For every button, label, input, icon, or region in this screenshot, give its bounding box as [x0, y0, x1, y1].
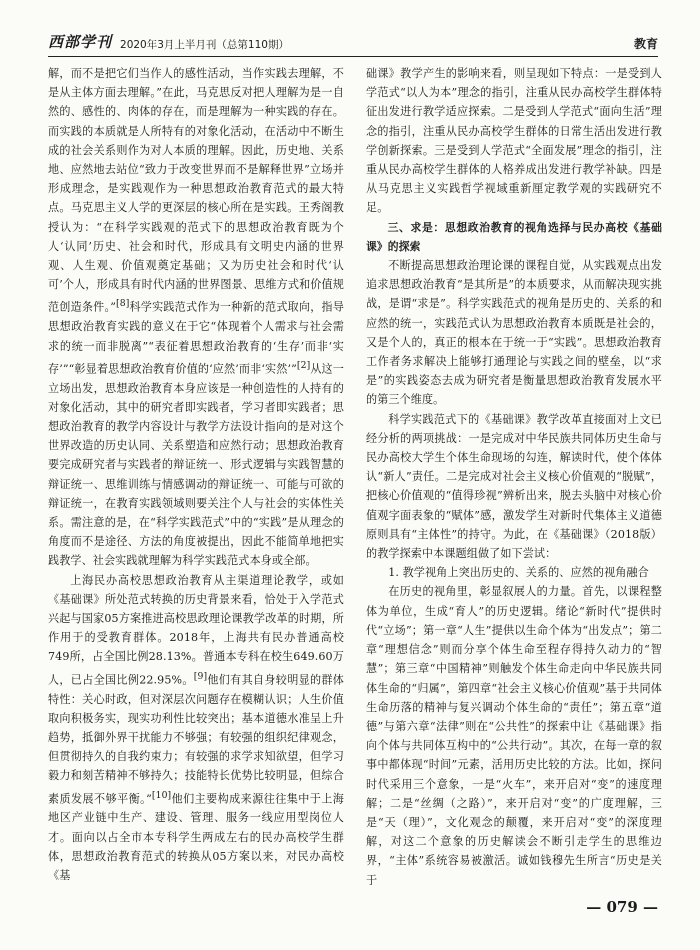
- paragraph-text: 科学实践范式作为一种新的范式取向，指导思想政治教育实践的意义在于它“体现着个人需求与社会需求的统一而非脱离”“表征着思想政治教育的‘生存’而非‘实存’”“彰显着思想政治教育价值的‘应然’而非‘实然’”: [48, 301, 345, 376]
- article-body: [48, 64, 662, 887]
- journal-logo: 西部学刊: [48, 33, 113, 51]
- paragraph-text: 从这一立场出发，思想政治教育本身应该是一种创造性的人持有的对象化活动，其中的研究者即实践者，学习者即实践者；思想政治教育的教学内容设计与教学方法设计指向的是对这个世界改造的历史认同、关系塑造和应然行动；思想政治教育要完成研究者与实践者的辩证统一、形式逻辑与实践智慧的辩证统一、思维训练与情感调动的辩证统一、可能与可欲的辩证统一，在教育实践领域则要关注个人与社会的实体性关系。需注意的是，在“科学实践范式”中的“实践”是从理念的角度而不是途径、方法的角度被提出，因此不能简单地把实践教学、社会实践就理解为科学实践范式本身或全部。: [48, 362, 344, 568]
- section-heading: 三、求是：思想政治教育的视角选择与民办高校《基础课》的探索: [366, 220, 662, 253]
- paragraph: 础课》教学产生的影响来看，则呈现如下特点：一是受到人学范式“以人为本”理念的指引，注重从民办高校学生群体特征出发进行教学适应探索。二是受到人学范式“面向生活”理念的指引，注重从民办高校学生群体的日常生活出发进行教学创新探索。三是受到人学范式“全面发展”理念的指引，注重从民办高校学生群体的人格养成出发进行教学补缺。四是从马克思主义实践哲学视域重新厘定教学观的实践研究不足。: [366, 67, 662, 215]
- issue-info: 2020年3月上半月刊（总第110期）: [120, 39, 289, 51]
- citation: [9]: [193, 670, 208, 682]
- section-label: 教育: [633, 37, 658, 51]
- citation: [2]: [296, 359, 311, 371]
- left-column: [48, 64, 345, 883]
- paragraph-text: 上海民办高校思想政治教育从主渠道理论教学，或如《基础课》所处范式转换的历史背景来看，恰处于入学范式兴起与国家05方案推进高校思政理论课教学改革的时期，所作用于的受教育群体。2018年，上海共有民办普通高校749所，占全国比例28.13%。普通本专科在校生649.60万人，已占全国比例22.95%。: [48, 573, 344, 687]
- citation: [8]: [116, 298, 130, 310]
- paragraph-text: 他们有其自身较明显的群体特性：关心时政，但对深层次问题存在模糊认识；人生价值取向积极务实，现实功利性比较突出；基本道德水准呈上升趋势，抵御外界干扰能力不够强；有较强的组织纪律观念，但贯彻持久的自我约束力；有较强的求学求知欲望，但学习毅力和刻苦精神不够持久；技能特长优势比较明显，但综合素质发展不够平衡。”: [48, 673, 344, 806]
- citation: [10]: [151, 789, 172, 801]
- paragraph: [48, 64, 344, 571]
- paragraph: 在历史的视角里，彰显叙展人的力量。首先，以课程整体为单位，生成“育人”的历史逻辑。绪论“新时代”提供时代“立场”；第一章“人生”提供以生命个体为“出发点”；第二章“理想信念”则而分享个体生命至程存得持久动力的“智慧”；第三章“中国精神”则触发个体生命走向中华民族共同体生命的“归属”，第四章“社会主义核心价值观”基于共同体生命历落的精神与复兴调动个体生命的“责任”；第五章“道德”与第六章“法律”则在“公共性”的探索中让《基础课》指向个体与共同体互构中的“公共行动”。其次，在每一章的叙事中都体现“时间”元素，活用历史比较的方法。比如，探问时代采用三个意象，一是“火车”，来开启对“变”的速度理解；二是“丝绸（之路）”，来开启对“变”的广度理解，三是“天（理）”，文化观念的颠覆，来开启对“变”的深度理解，对这二个意象的历史解读会不断引走学生的思维边界，“主体”系统容易被激活。诚如钱穆先生所言“历史是关于: [366, 585, 662, 887]
- paragraph-text: 解，而不是把它们当作人的感性活动，当作实践去理解，不是从主体方面去理解。”在此，马克思反对把人理解为是一自然的、感性的、肉体的存在，而是理解为一种实践的存在。而实践的本质就是人所特有的对象化活动，在活动中不断生成的社会关系则作为对人本质的理解。因此，历史地、关系地、应然地去站位“致力于改变世界而不是解释世界”立场并形成理念，是实践观作为一种思想政治教育范式的最大特点。马克思主义人学的更深层的核心所在是实践。王秀阁教授认为：“在科学实践观的范式下的思想政治教育既为个人‘认同’历史、社会和时代，形成具有文明史内涵的世界观、人生观、价值观奠定基础；又为历史社会和时代‘认可’个人，形成具有时代内涵的世界图景、思维方式和价值规范创造条件。”: [48, 67, 344, 315]
- paragraph: 不断提高思想政治理论课的课程自觉，从实践观点出发追求思想政治教育“是其所是”的本质要求，从而解决现实挑战，是谓“求是”。科学实践范式的视角是历史的、关系的和应然的统一，实践范式认为思想政治教育本质既是社会的，又是个人的，真正的根本在于统一于“实践”。思想政治教育工作者务求解决上能够打通理论与实践之间的壁垒，以“求是”的实践姿态去成为研究者是衡量思想政治教育发展水平的第三个维度。: [366, 259, 662, 407]
- page-number: — 079 —: [586, 898, 658, 916]
- paragraph-text: 他们主要构成来源往往集中于上海地区产业链中生产、建设、管理、服务一线应用型岗位人才。面向以占全市本专科学生两成左右的民办高校学生群体，思想政治教育范式的转换从05方案以来，对民办高校《基: [48, 792, 344, 883]
- paragraph: 科学实践范式下的《基础课》教学改革直接面对上文已经分析的两项挑战：一是完成对中华民族共同体历史生命与民办高校大学生个体生命现场的勾连，解读时代，使个体体认“新人”责任。二是完成对社会主义核心价值观的“脱赋”，把核心价值观的“值得珍视”辨析出来，脱去头脑中对核心价值观字面表象的“赋体”感，激发学生对新时代集体主义道德原则具有“主体性”的持守。为此，在《基础课》（2018版）的教学探索中本课题组做了如下尝试：: [366, 412, 662, 561]
- right-column: [366, 64, 662, 887]
- masthead: [48, 31, 289, 52]
- page-header: [48, 26, 658, 57]
- subheading: 1. 教学视角上突出历史的、关系的、应然的视角融合: [388, 566, 649, 580]
- paragraph: [48, 571, 344, 886]
